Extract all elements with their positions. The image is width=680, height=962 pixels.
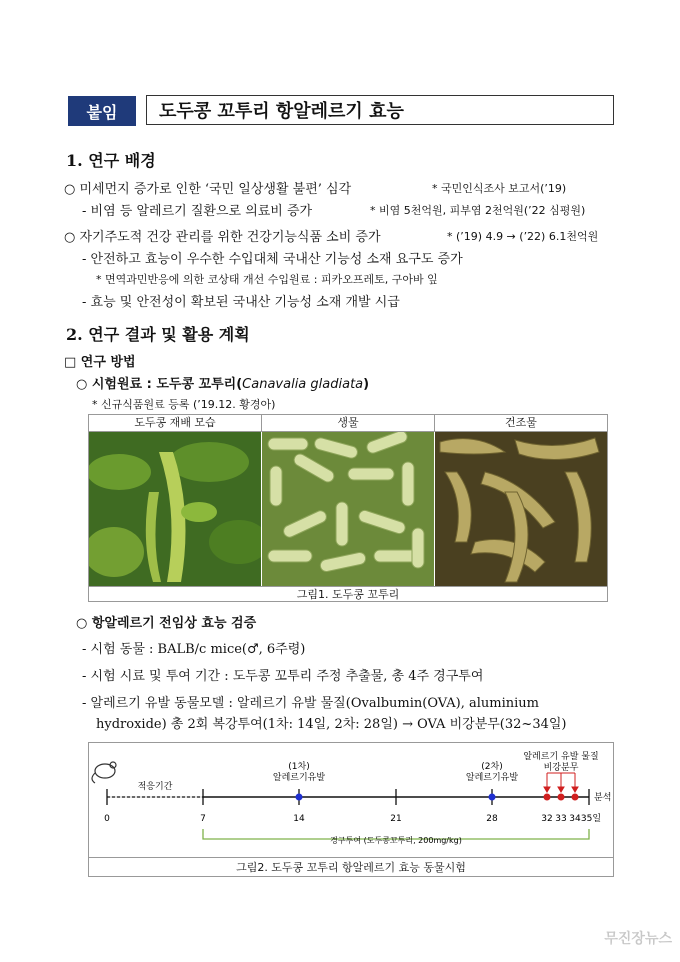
spray-label-line1: 알레르기 유발 물질 <box>523 752 599 762</box>
tick-label: 0 <box>104 814 110 824</box>
second-induction-label: 알레르기유발 <box>465 773 519 783</box>
note-registration: * 신규식품원료 등록 (’19.12. 황경아) <box>92 398 276 411</box>
spray-arrows <box>544 773 578 792</box>
fresh-pods-photo <box>262 432 434 586</box>
tick-label: 34 <box>569 814 581 824</box>
sub-domestic-material: - 안전하고 효능이 우수한 수입대체 국내산 기능성 소재 요구도 증가 <box>82 252 463 267</box>
method-heading: □ 연구 방법 <box>64 355 136 370</box>
spray-label-line2: 비강분무 <box>543 763 579 773</box>
attachment-badge: 붙임 <box>68 96 136 126</box>
material-latin-name: Canavalia gladiata <box>242 377 364 392</box>
sub-urgent-development: - 효능 및 안전성이 확보된 국내산 기능성 소재 개발 시급 <box>82 295 400 310</box>
material-prefix: ○ 시험원료 : 도두콩 꼬투리( <box>76 377 243 392</box>
tick-label: 32 <box>541 814 553 824</box>
note-imported-material: * 면역과민반응에 의한 코상태 개선 수입원료 : 피카오프레토, 구아바 잎 <box>96 273 438 286</box>
spray-marker-34 <box>572 794 579 801</box>
dried-pods-photo <box>435 432 607 586</box>
note-survey: * 국민인식조사 보고서(’19) <box>432 182 567 195</box>
photo-col-fresh: 생물 <box>262 415 435 432</box>
preclinical-heading: ○ 항알레르기 전임상 효능 검증 <box>76 616 257 631</box>
tick-label: 33 <box>555 814 567 824</box>
adaptation-label: 적응기간 <box>137 782 173 792</box>
tick-label: 28 <box>486 814 498 824</box>
section2-heading: 2. 연구 결과 및 활용 계획 <box>66 325 250 344</box>
test-animal: - 시험 동물 : BALB/c mice(♂, 6주령) <box>82 642 306 657</box>
mouse-icon <box>92 762 116 783</box>
photo-figure <box>88 414 608 602</box>
tick-label: 35일 <box>580 814 602 824</box>
material-suffix: ) <box>363 377 370 392</box>
note-market: * (’19) 4.9 → (’22) 6.1천억원 <box>447 230 599 243</box>
spray-marker-32 <box>544 794 551 801</box>
test-sample: - 시험 시료 및 투여 기간 : 도두콩 꼬투리 주정 추출물, 총 4주 경구투여 <box>82 669 484 684</box>
sub-medical-cost: - 비염 등 알레르기 질환으로 의료비 증가 <box>82 204 313 219</box>
photo-col-cultivation: 도두콩 재배 모습 <box>89 415 262 432</box>
first-induction-label: 알레르기유발 <box>272 773 326 783</box>
page-title-text: 도두콩 꼬투리 항알레르기 효능 <box>159 101 404 122</box>
material-line <box>76 373 369 392</box>
figure1-caption: 그림1. 도두콩 꼬투리 <box>89 586 607 603</box>
analysis-label: 분석 <box>594 793 612 803</box>
first-round-label: (1차) <box>288 762 310 772</box>
allergy-model-line2: hydroxide) 총 2회 복강투여(1차: 14일, 2차: 28일) → OVA 비강분무(32~34일) <box>96 717 567 732</box>
photo-col-dried: 건조물 <box>435 415 607 432</box>
note-medical-cost: * 비염 5천억원, 피부염 2천억원(’22 심평원) <box>370 204 586 217</box>
bullet-fine-dust: ○ 미세먼지 증가로 인한 ‘국민 일상생활 불편’ 심각 <box>64 182 352 197</box>
tick-label: 14 <box>293 814 305 824</box>
second-round-label: (2차) <box>481 762 503 772</box>
tick-label: 21 <box>390 814 402 824</box>
page-title <box>146 95 614 125</box>
bullet-health-food: ○ 자기주도적 건강 관리를 위한 건강기능식품 소비 증가 <box>64 230 381 245</box>
tick-label: 7 <box>200 814 206 824</box>
watermark: 무진장뉴스 <box>604 931 672 947</box>
figure2-caption: 그림2. 도두콩 꼬투리 항알레르기 효능 동물시험 <box>89 857 613 877</box>
timeline-figure <box>88 742 614 877</box>
second-induction-marker <box>489 794 496 801</box>
spray-marker-33 <box>558 794 565 801</box>
allergy-model-line1: - 알레르기 유발 동물모델 : 알레르기 유발 물질(Ovalbumin(OVA), aluminium <box>82 696 540 711</box>
first-induction-marker <box>296 794 303 801</box>
oral-admin-label: 경구투여 (도두콩꼬투리, 200mg/kg) <box>330 836 462 845</box>
cultivation-photo <box>89 432 261 586</box>
section1-heading: 1. 연구 배경 <box>66 151 156 170</box>
timeline-chart <box>89 743 613 857</box>
